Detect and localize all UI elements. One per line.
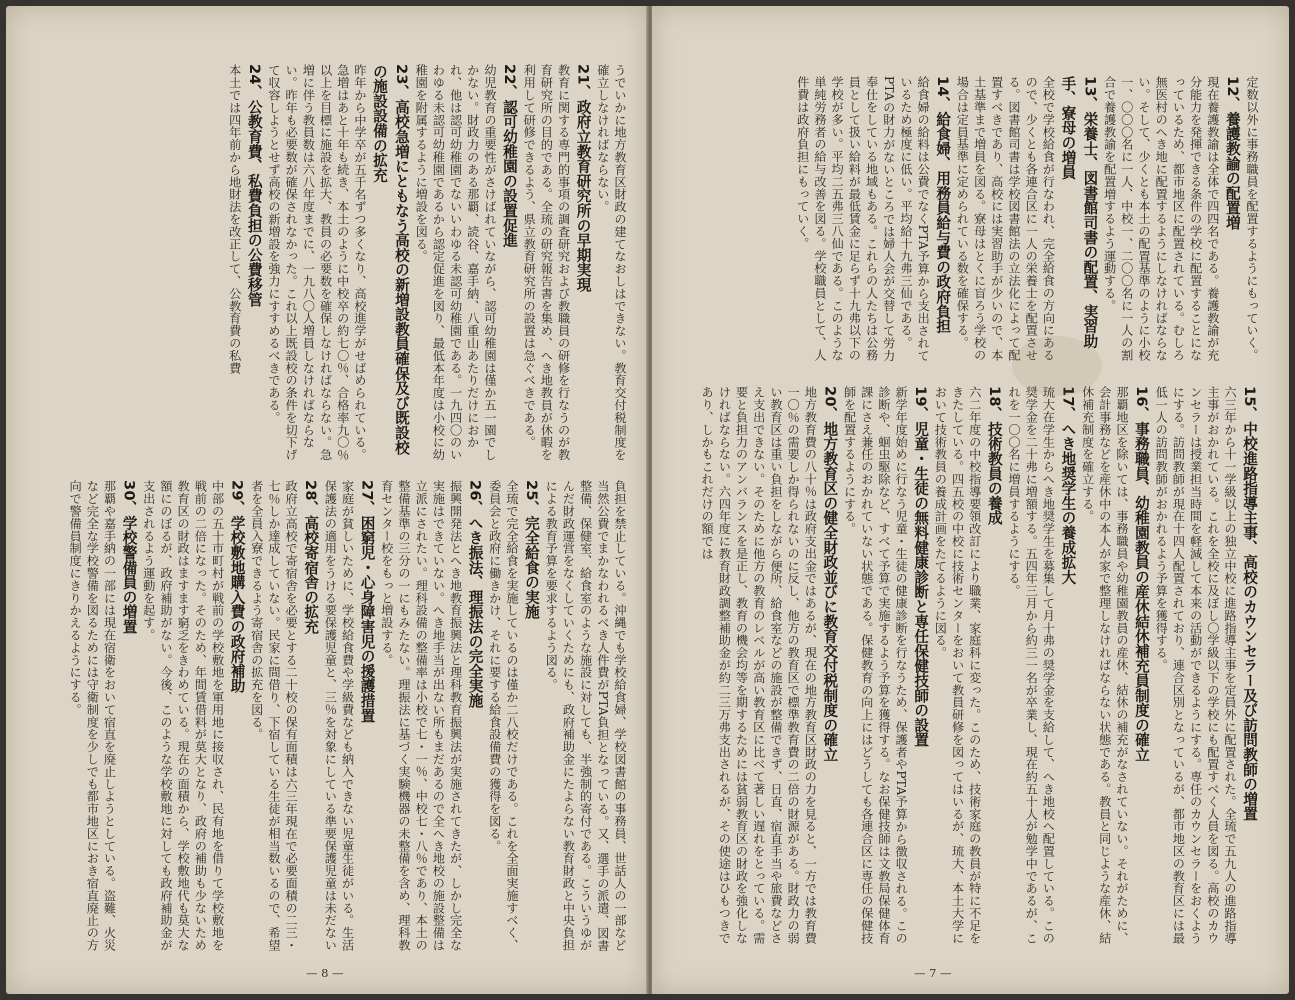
right-page — [652, 6, 1289, 994]
paragraph: 中部の五十市町村が戦前の学校敷地を軍用地に接収され、民有地を借りて学校敷地を戦前の二倍になった。そのため、年間賃借料が莫大となり、政府の補助も少ないため教育区の財政はますます窮乏をきわめている。現在の面積から、学校敷地代も莫大な額にのぼるが、政府補助がない。今後、このような学校敷地に対しても政府補助金が支出されるよう運動を起す。 — [141, 480, 225, 952]
text-flow — [226, 64, 628, 462]
text-flow — [66, 480, 628, 960]
section-heading: 12、養護教諭の配置増 — [1223, 76, 1241, 230]
section-heading: 22、認可幼稚園の設置促進 — [500, 64, 518, 248]
section-heading: 23、高校急増にともなう高校の新増設教員確保及び既設校の施設設備の拡充 — [370, 64, 410, 455]
paragraph: 六二年度の中校指導要領改訂により職業、家庭科に変った。このため、技術家庭の教員が特に不足をきたしている。四五校の中校に技術センターをおいて教員研修を図ってはいるが、琉大、本土大学において技術教員の養成計画をたてるように図る。 — [933, 386, 982, 944]
paragraph: 振興開発法とへき地教育振興法と理科教育振興法が実施されてきたが、しかし完全な実施はできていない。へき地手当が出ない所もまだあるので全へき地校の施設整備は立派にされたい。理科設備の整備率は小校で七・一％、中校七・八％であり、本土の整備基準の三分の一にもみたない。理振法に基づく実験機器の未整備を含め、理科教育センター校をもっと増設する。 — [379, 480, 463, 952]
book-spread — [6, 6, 1289, 994]
paragraph: 那覇地区を除いては、事務職員や幼稚園教員の産休、結休の補充がなされていない。それがために、会計事務などを産休中の本人が家で整理しなければならない状態である。教員と同じような産休、結休補充制度を確立する。 — [1080, 386, 1129, 944]
paragraph: 定数以外に事務職員を配置するようにもっていく。 — [1245, 76, 1259, 362]
section-heading: 26、へき振法、理振法の完全実施 — [466, 480, 484, 708]
section-heading: 25、完全給食の実施 — [522, 480, 540, 620]
paragraph: 給食婦の給料は公費でなくPTA予算から支出されているため極度に低い。平均給十九弗三仙である。PTAの財力がないところでは婦人会が交替して労力奉仕をしている地域もある。これらの人たちは公務員として扱い給料が最低賃金に足らず十九弗以下の学校が多い。平均二五弗三八仙である。このような単純労務者の給与改善を図る。学校職員として、人件費は政府負担にもっていく。 — [795, 76, 931, 362]
section-heading: 14、給食婦、用務員給与費の政府負担 — [934, 76, 952, 334]
paragraph: うでいかに地方教育区財政の建てなおしはできない。教育交付税制度を確立しなければならない。 — [595, 64, 627, 461]
paper-stain — [1012, 336, 1102, 396]
paragraph: 地方教育費の八十％は政府支出金ではあるが、現在の地方教育区財政の力を見ると、一方では教育費一〇％の需要しか得られないのに反し、他方の教育区で標準教育費の二倍の財源がある。財政力の弱い教育区は重い負担をしながら便所、給食室などの施設が整備できず、日直、宿直手当や旅費などさえ支出できない。そのために他方の教育のレベルが高い教育区に比べて著しい遅れをとっている。需要と負担力のアンバランスを是正し、教育の機会均等を期するためには貧弱教育区の財政を強化しなければならない。六四年度に教育財政調整補助金が約二三万弗支出されるが、その使途はひもつきであり、しかもこれだけの額では — [700, 386, 818, 944]
paragraph: 六三年から十一学級以上の独立中校に進路指導主事を定員外に配置された。全琉で五九人の進路指導主事がおかれている。これを全校に及ぼし〇学級以下の学校にも配置すべく人員を図る。高校のカウンセラーは授業担当時間を軽減して本来の活動ができるようにする。専任のカウンセラーをおくようにする。訪問教師が現在十四人配置されており、連合区別となっているが、都市地区の教育区には最低一人の訪問教師がおかれるよう予算を獲得する。 — [1154, 386, 1237, 944]
paragraph: 政府立高校で寄宿舎を必要とする二十校の保有面積は六三年現在で必要面積の二三・七％しか達成していない。民家に間借り、下宿している生徒が相当数いるので、希望者を全員入寮できるよう寄宿舎の拡充を図る。 — [249, 480, 299, 952]
paragraph: 本土では四年前から地財法を改正して、公教育費の私費 — [227, 64, 242, 374]
paragraph: 那覇や嘉手納の一部には現在宿衛をおいて宿直を廃止しようとしている。盗難、火災など完全な学校警備を図るためには守衛制度を少しでも都市地区におき宿直廃止の方向で警備員制度にきりかえるようにする。 — [68, 480, 117, 952]
right-page-upper-band — [670, 76, 1260, 372]
paragraph: 新学年度始めに行なう児童・生徒の健康診断を行なうため、保護者やPTA予算から徴収される。この診断や、蛔虫駆除など、すべて予算で実施するよう予算を獲得する。なお保健技師は文教局保健体育課にさえ兼任のおかれていない状態である。保健教育の向上にはどうしても各連合区に専任の保健技師を配置するようにする。 — [842, 386, 909, 945]
section-heading: 30、学校警備員の増置 — [120, 480, 138, 634]
paragraph: 負担を禁止している。沖縄でも学校給食婦、学校図書館の事務員、世話人の一部など当然公費でまかなわれるべき人件費がPTA負担となっている。又、選手の派遣、図書整備、保健室、給食室のような施設に対しても、半強制的寄付である。こういうゆがんだ財政運営をなくしていくためにも、政府補助金にたよらない教育財政と中央負担による教育予算を要求するよう図る。 — [544, 480, 627, 952]
text-flow — [698, 386, 1260, 956]
section-heading: 28、高校寄宿舎の拡充 — [302, 480, 320, 634]
paragraph: 全校で学校給食が行なわれ、完全給食の方向にあるので、少くとも各連合区に一人の栄養士を配置させる。図書館司書は学校図書館法の立法化によって配置すべきであり、高校には実習助手が少いので、本土基準まで増員を図る。寮母はとくに盲ろう学校の場合は定員基準に定められている数を確保する。 — [955, 76, 1056, 362]
paragraph: 幼児教育の重要性がさけばれていながら、認可幼稚園は僅か五一園でしかない。財政力のある那覇、読谷、嘉手納、八重山あたりだけにおかれ、他は認可幼稚園でないいわゆる未認可幼稚園である。一九四〇のいわゆる未認可幼稚園であるから認定促進を図り、最低本年度は小校に幼稚園を附属するように増設を図る。 — [414, 64, 497, 461]
left-page-lower-band — [46, 480, 628, 960]
section-heading: 24、公教育費、私費負担の公費移管 — [245, 64, 263, 307]
section-heading: 27、困窮児・心身障害児の援護措置 — [358, 480, 376, 723]
section-heading: 20、地方教育区の健全財政並びに教育交付税制度の確立 — [821, 386, 839, 762]
paragraph: 琉大在学生からへき地奨学生を募集して月十弗の奨学金を支給して、へき地校へ配置している。この奨学金を二十弗に増額する。五四年三月から約三一名が卒業し、現在約五十人が勉学中であるが、これを一〇〇名に増員するようにする。 — [1006, 386, 1056, 944]
section-heading: 19、児童・生徒の無料健康診断と専任保健技師の設置 — [912, 386, 930, 748]
text-flow — [794, 76, 1260, 372]
section-heading: 18、技術教員の養成 — [985, 386, 1003, 526]
paragraph: 昨年から中学卒が五千名ずつ多くなり、高校進学がせばめられている。急増はあと十年も続き、本土のように中校卒の約七〇％、合格率九〇％以上を目標に施設を拡大、教員の必要数を確保しなければならない。急増に伴う教員数は六八年度までに、一九八〇人増員しなければならない。昨年も必要数が確保されなかった。これ以上既設校の条件を切下げて収容しようとせず高校の新増設を強力にすすめるべきである。 — [266, 64, 367, 461]
paragraph: 現在養護教諭は全体で四四名である。養護教諭が充分能力を発揮できる条件の学校に配置することになっているため、都市地区に配置されている。むしろ無医村のへき地に配置するようにしなければならない。そして、少くとも本土の配置基準のように小校一、〇〇〇名に一人、中校一、二〇〇名に一人の割合で養護教諭を配置増するよう運動する。 — [1102, 76, 1220, 362]
right-page-lower-band — [670, 386, 1260, 956]
page-number-right: — 7 — — [914, 966, 952, 980]
section-heading: 13、栄養士、図書館司書の配置、実習助手、寮母の増員 — [1059, 76, 1099, 349]
paragraph: 家庭が貧しいために、学校給食費や学級費なども納入できない児童生徒がいる。生活保護法の適用をうける要保護児童と、三％を対象にしている準要保護児童は未だない — [323, 480, 355, 952]
section-heading: 21、政府立教育研究所の早期実現 — [574, 64, 592, 292]
left-page — [6, 6, 648, 994]
section-heading: 15、中校進路指導主事、高校のカウンセラー及び訪問教師の増置 — [1241, 386, 1258, 822]
paragraph: 教育に関する専門的事項の調査研究および教職員の研修を行なうのが教育研究所の目的である。全琉の研究報告書を集め、へき地教員が休暇を利用して研修できるよう、県立教育研究所の設置は急ぐべきである。 — [522, 64, 571, 461]
section-heading: 17、へき地奨学生の養成拡大 — [1059, 386, 1077, 585]
section-heading: 16、事務職員、幼稚園教員の産休結休補充員制度の確立 — [1132, 386, 1150, 762]
section-heading: 29、学校敷地購入費の政府補助 — [228, 480, 246, 694]
left-page-upper-band — [46, 64, 628, 462]
paragraph: 全琉で完全給食を実施しているのは僅か二八校だけである。これを全面実施すべく、委員会と政府に働きかけ、それに要する給食設備費の獲得を図る。 — [487, 480, 519, 952]
page-number-left: — 8 — — [306, 966, 344, 980]
